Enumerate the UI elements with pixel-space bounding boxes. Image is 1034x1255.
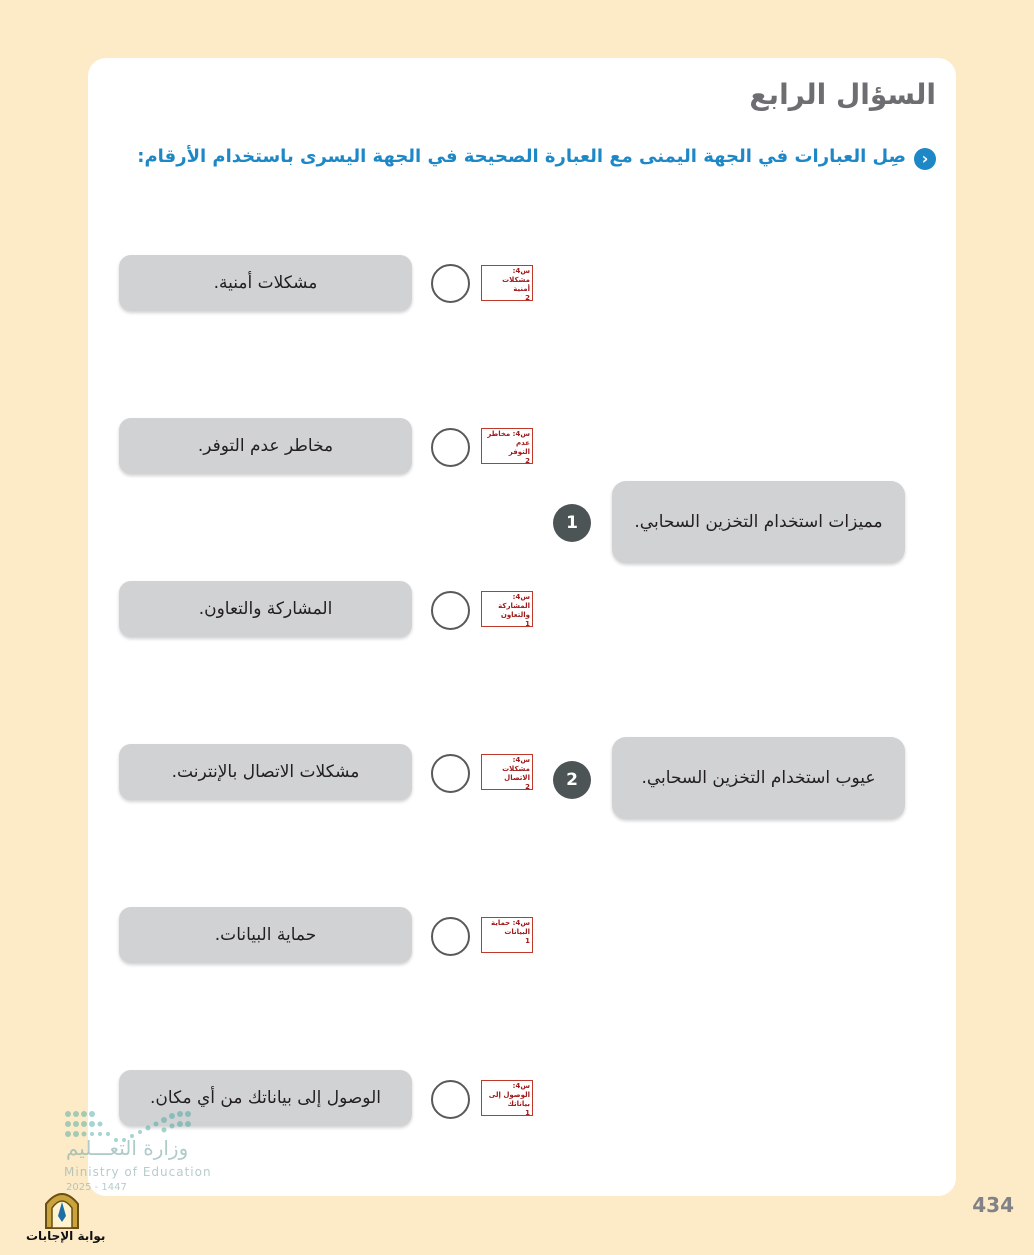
prompt-box-2: عيوب استخدام التخزين السحابي.: [612, 737, 905, 819]
ministry-year: 2025 - 1447: [66, 1182, 127, 1193]
prompt-box-1: مميزات استخدام التخزين السحابي.: [612, 481, 905, 563]
option-box-5: حماية البيانات.: [119, 907, 412, 963]
answer-stamp-6: س4: الوصول إلى بياناتك 1: [481, 1080, 533, 1116]
ministry-name-ar: وزارة التعـــليم: [66, 1136, 189, 1160]
instruction-text: صِل العبارات في الجهة اليمنى مع العبارة الصحيحة في الجهة اليسرى باستخدام الأرقام:: [137, 146, 906, 167]
page-number: 434: [972, 1193, 1014, 1217]
portal-logo-icon: [40, 1186, 84, 1230]
chevron-right-circle-icon: ›: [914, 148, 936, 170]
prompt-number-badge-1: 1: [553, 504, 591, 542]
answer-circle-4[interactable]: [431, 754, 470, 793]
answer-stamp-1: س4: مشكلات أمنية 2: [481, 265, 533, 301]
answer-circle-5[interactable]: [431, 917, 470, 956]
answer-stamp-3: س4: المشاركة والتعاون 1: [481, 591, 533, 627]
option-box-4: مشكلات الاتصال بالإنترنت.: [119, 744, 412, 800]
prompt-number-badge-2: 2: [553, 761, 591, 799]
option-box-1: مشكلات أمنية.: [119, 255, 412, 311]
ministry-name-en: Ministry of Education: [64, 1165, 212, 1179]
answer-circle-6[interactable]: [431, 1080, 470, 1119]
portal-name: بوابة الإجابات: [26, 1229, 106, 1243]
option-box-6: الوصول إلى بياناتك من أي مكان.: [119, 1070, 412, 1126]
answer-stamp-5: س4: حماية البيانات 1: [481, 917, 533, 953]
answer-circle-3[interactable]: [431, 591, 470, 630]
option-box-2: مخاطر عدم التوفر.: [119, 418, 412, 474]
question-title: السؤال الرابع: [749, 78, 936, 111]
option-box-3: المشاركة والتعاون.: [119, 581, 412, 637]
answer-circle-2[interactable]: [431, 428, 470, 467]
answer-stamp-2: س4: مخاطر عدم التوفر 2: [481, 428, 533, 464]
answer-stamp-4: س4: مشكلات الاتصال 2: [481, 754, 533, 790]
answer-circle-1[interactable]: [431, 264, 470, 303]
